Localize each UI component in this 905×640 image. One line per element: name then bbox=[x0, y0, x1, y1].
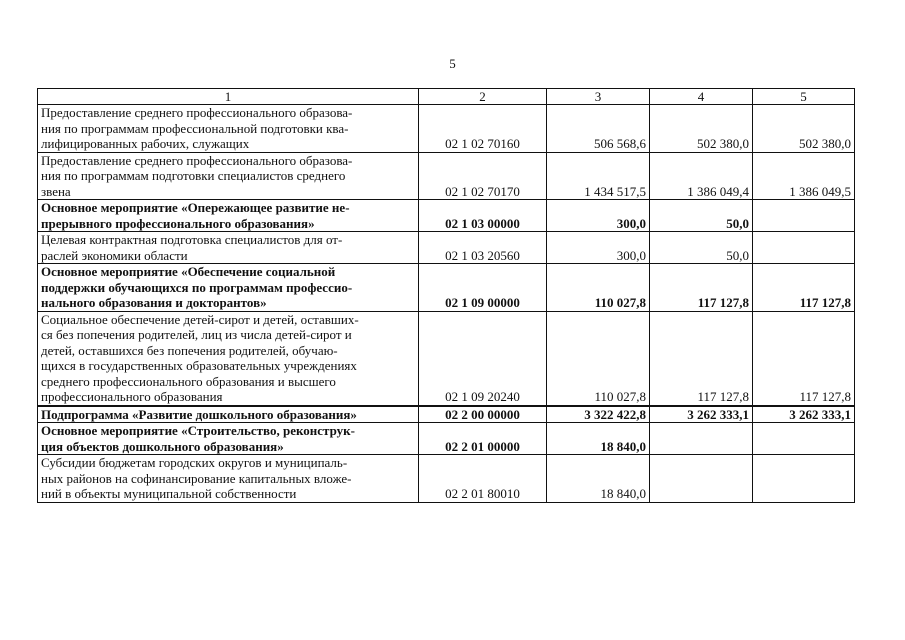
table-row bbox=[38, 455, 855, 503]
row-value-2025: 300,0 bbox=[547, 232, 650, 264]
row-name-line: Предоставление среднего профессионального образова- bbox=[41, 105, 353, 120]
table-row bbox=[38, 423, 855, 455]
row-name-line: нального образования и докторантов» bbox=[41, 295, 267, 310]
row-name bbox=[38, 105, 419, 153]
row-value-2025: 18 840,0 bbox=[547, 423, 650, 455]
row-name-line: ния по программам подготовки специалистов среднего bbox=[41, 168, 346, 183]
row-name bbox=[38, 423, 419, 455]
header-col-5: 5 bbox=[753, 89, 855, 105]
row-name-line: Субсидии бюджетам городских округов и муниципаль- bbox=[41, 455, 348, 470]
row-name bbox=[38, 406, 419, 423]
row-value-2027 bbox=[753, 200, 855, 232]
row-name-line: Основное мероприятие «Строительство, реконструк- bbox=[41, 423, 355, 438]
header-col-3: 3 bbox=[547, 89, 650, 105]
row-value-2026: 3 262 333,1 bbox=[650, 406, 753, 423]
row-value-2025: 110 027,8 bbox=[547, 311, 650, 406]
row-value-2025: 18 840,0 bbox=[547, 455, 650, 503]
row-value-2025: 300,0 bbox=[547, 200, 650, 232]
table-row bbox=[38, 406, 855, 423]
row-code: 02 2 01 00000 bbox=[419, 423, 547, 455]
row-name-line: Предоставление среднего профессионального образова- bbox=[41, 152, 353, 168]
row-value-2026 bbox=[650, 423, 753, 455]
table-row bbox=[38, 264, 855, 312]
row-name-line: ся без попечения родителей, лиц из числа детей-сирот и bbox=[41, 327, 352, 342]
table-row bbox=[38, 152, 855, 200]
row-value-2025: 110 027,8 bbox=[547, 264, 650, 312]
table-row bbox=[38, 311, 855, 406]
row-name-line: раслей экономики области bbox=[41, 247, 188, 263]
row-value-2026: 117 127,8 bbox=[650, 311, 753, 406]
header-col-1: 1 bbox=[38, 89, 419, 105]
row-name-line: прерывного профессионального образования» bbox=[41, 215, 315, 231]
table-row bbox=[38, 105, 855, 153]
row-code: 02 2 00 00000 bbox=[419, 406, 547, 423]
row-value-2026: 117 127,8 bbox=[650, 264, 753, 312]
row-name-line: Основное мероприятие «Опережающее развитие не- bbox=[41, 200, 350, 215]
row-value-2027: 117 127,8 bbox=[753, 311, 855, 406]
budget-table bbox=[37, 88, 855, 503]
row-value-2026: 50,0 bbox=[650, 232, 753, 264]
row-name-line: ных районов на софинансирование капитальных вложе- bbox=[41, 470, 352, 486]
header-col-4: 4 bbox=[650, 89, 753, 105]
row-name-line: ний в объекты муниципальной собственности bbox=[41, 486, 297, 501]
row-code: 02 1 03 00000 bbox=[419, 200, 547, 232]
row-name bbox=[38, 264, 419, 312]
row-value-2026: 50,0 bbox=[650, 200, 753, 232]
row-name-line: Социальное обеспечение детей-сирот и детей, оставших- bbox=[41, 311, 359, 327]
row-value-2026: 1 386 049,4 bbox=[650, 152, 753, 200]
row-name-line: среднего профессионального образования и высшего bbox=[41, 373, 336, 389]
row-name-line: Целевая контрактная подготовка специалистов для от- bbox=[41, 232, 343, 247]
row-name-line: профессионального образования bbox=[41, 389, 223, 404]
row-name bbox=[38, 200, 419, 232]
page-number: 5 bbox=[449, 56, 456, 71]
row-value-2027 bbox=[753, 232, 855, 264]
row-value-2027 bbox=[753, 455, 855, 503]
row-code: 02 1 02 70170 bbox=[419, 152, 547, 200]
row-value-2027: 3 262 333,1 bbox=[753, 406, 855, 423]
row-code: 02 1 09 00000 bbox=[419, 264, 547, 312]
row-value-2025: 3 322 422,8 bbox=[547, 406, 650, 423]
row-name bbox=[38, 232, 419, 264]
row-name-line: Подпрограмма «Развитие дошкольного образования» bbox=[41, 406, 357, 422]
row-name-line: ция объектов дошкольного образования» bbox=[41, 438, 284, 454]
row-name-line: ния по программам профессиональной подготовки ква- bbox=[41, 120, 349, 136]
row-name-line: Основное мероприятие «Обеспечение социальной bbox=[41, 264, 336, 279]
row-value-2025: 1 434 517,5 bbox=[547, 152, 650, 200]
table-row bbox=[38, 200, 855, 232]
row-code: 02 1 02 70160 bbox=[419, 105, 547, 153]
row-name-line: щихся в государственных образовательных учреждениях bbox=[41, 358, 357, 373]
header-col-2: 2 bbox=[419, 89, 547, 105]
row-name-line: звена bbox=[41, 183, 71, 199]
row-name bbox=[38, 311, 419, 406]
header-row bbox=[38, 89, 855, 105]
row-value-2027: 502 380,0 bbox=[753, 105, 855, 153]
row-name-line: поддержки обучающихся по программам профессио- bbox=[41, 279, 353, 295]
row-code: 02 1 09 20240 bbox=[419, 311, 547, 406]
row-value-2026: 502 380,0 bbox=[650, 105, 753, 153]
row-name bbox=[38, 455, 419, 503]
row-value-2026 bbox=[650, 455, 753, 503]
row-name-line: детей, оставшихся без попечения родителей, обучаю- bbox=[41, 342, 338, 358]
row-code: 02 1 03 20560 bbox=[419, 232, 547, 264]
table-row bbox=[38, 232, 855, 264]
table-body bbox=[38, 105, 855, 503]
row-value-2027 bbox=[753, 423, 855, 455]
row-value-2027: 1 386 049,5 bbox=[753, 152, 855, 200]
row-name-line: лифицированных рабочих, служащих bbox=[41, 136, 250, 151]
row-name bbox=[38, 152, 419, 200]
row-value-2025: 506 568,6 bbox=[547, 105, 650, 153]
row-value-2027: 117 127,8 bbox=[753, 264, 855, 312]
row-code: 02 2 01 80010 bbox=[419, 455, 547, 503]
